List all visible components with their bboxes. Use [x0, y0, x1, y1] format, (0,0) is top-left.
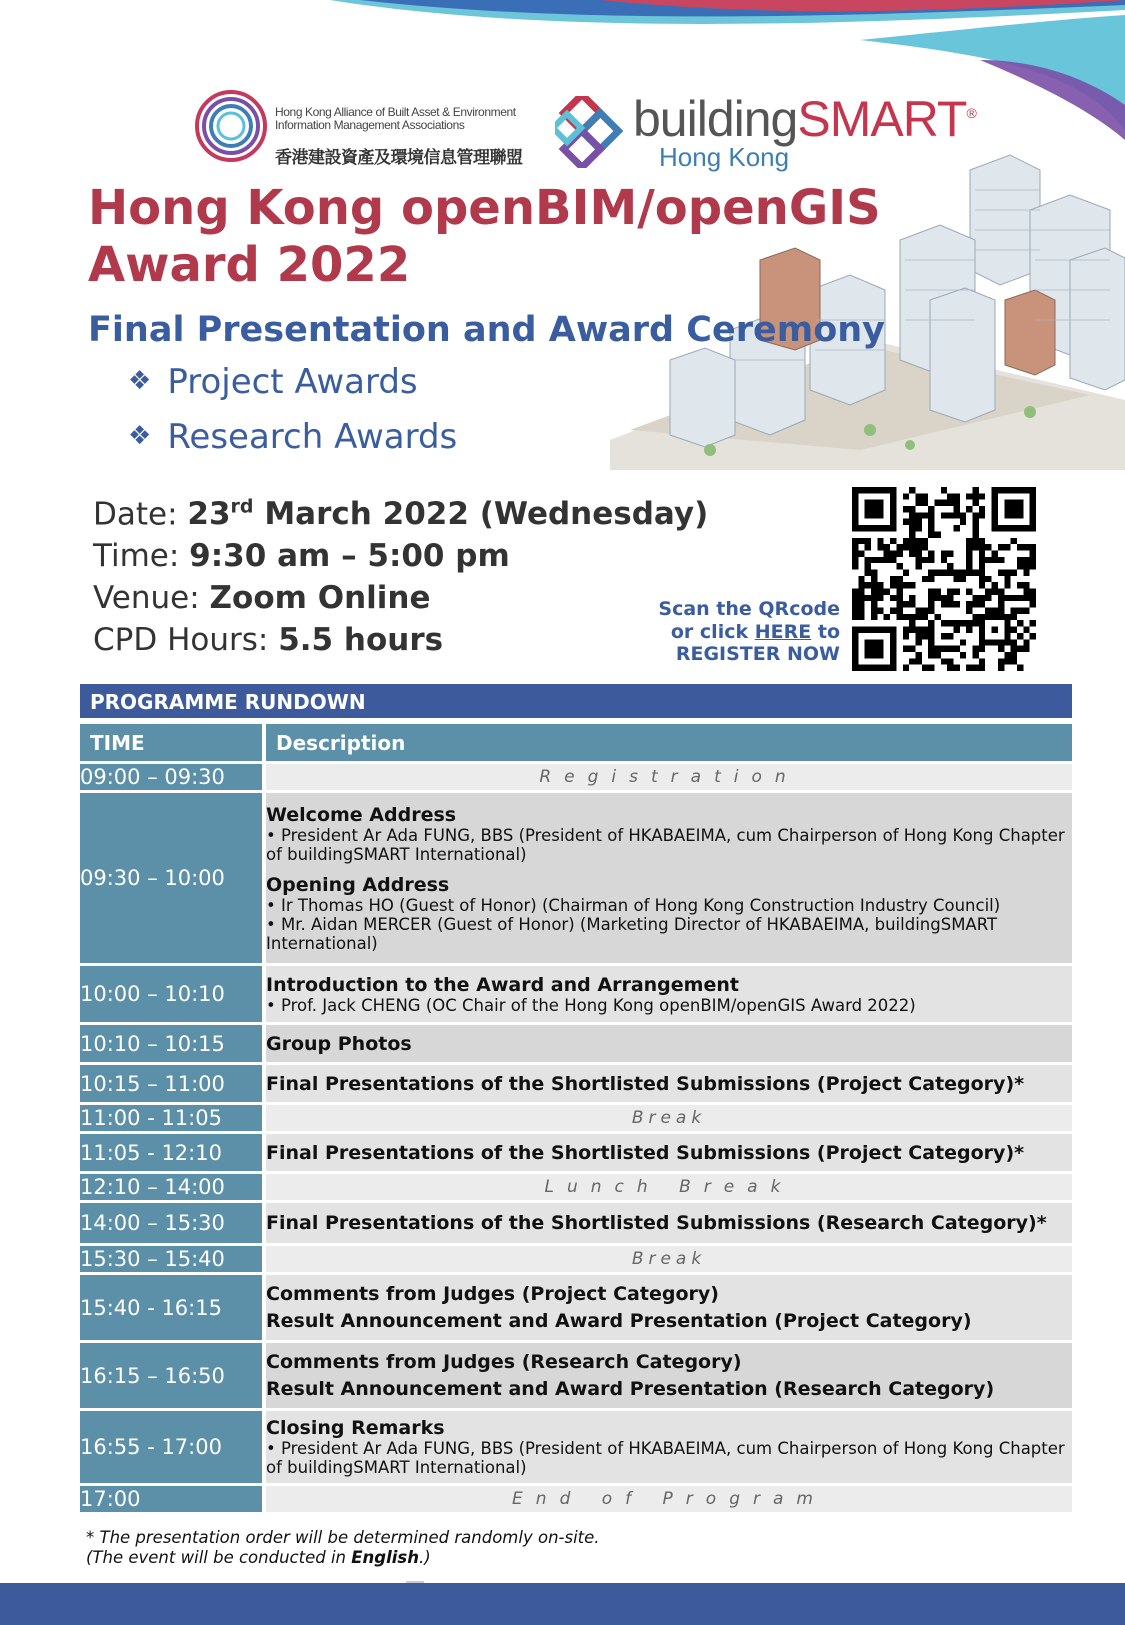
- footnote-language: [86, 1548, 600, 1568]
- hkabaeima-ring-icon: [193, 88, 269, 164]
- row-description: [266, 1065, 1072, 1105]
- row-description: [266, 1203, 1072, 1246]
- hkabaeima-chinese-name: 香港建設資產及環境信息管理聯盟: [275, 148, 523, 168]
- row-description: [266, 1134, 1072, 1174]
- row-time: 14:00 – 15:30: [80, 1203, 266, 1246]
- date-suffix: rd: [230, 496, 254, 518]
- event-venue: [93, 580, 430, 616]
- programme-rundown-table: [80, 724, 1072, 1515]
- registered-mark: ®: [966, 105, 976, 121]
- register-line2-post: to: [817, 620, 840, 643]
- row-time: 09:30 – 10:00: [80, 793, 266, 966]
- row-description: Lunch Break: [266, 1174, 1072, 1203]
- register-line1: Scan the QRcode: [658, 598, 840, 620]
- table-row: [80, 793, 1072, 966]
- event-date: [93, 496, 708, 532]
- table-row: [80, 1203, 1072, 1246]
- footnotes: [86, 1528, 600, 1568]
- row-heading: Group Photos: [266, 1032, 412, 1055]
- table-row: [80, 1343, 1072, 1411]
- row-time: 11:00 - 11:05: [80, 1105, 266, 1134]
- row-time: 15:40 - 16:15: [80, 1275, 266, 1343]
- time-value: 9:30 am – 5:00 pm: [189, 538, 510, 574]
- footer-bar: [0, 1583, 1125, 1625]
- row-heading: Opening Address: [266, 873, 450, 896]
- row-description: [266, 966, 1072, 1025]
- table-header-row: [80, 724, 1072, 764]
- hkabaeima-logo: [193, 88, 533, 168]
- event-title: [88, 180, 988, 294]
- buildingsmart-region: Hong Kong: [659, 142, 790, 172]
- wordmark-smart: SMART: [797, 91, 967, 147]
- row-heading: Final Presentations of the Shortlisted Submissions (Project Category)*: [266, 1072, 1025, 1095]
- register-line3: REGISTER NOW: [675, 643, 840, 665]
- row-time: 10:10 – 10:15: [80, 1025, 266, 1065]
- row-description: [266, 1411, 1072, 1486]
- date-rest: March 2022 (Wednesday): [264, 496, 709, 533]
- row-description: [266, 1025, 1072, 1065]
- row-time: 10:00 – 10:10: [80, 966, 266, 1025]
- footnote-language-post: .): [418, 1548, 431, 1567]
- programme-rundown-heading: PROGRAMME RUNDOWN: [80, 684, 1072, 718]
- column-header-description: Description: [266, 724, 1072, 764]
- row-time: 11:05 - 12:10: [80, 1134, 266, 1174]
- event-cpd: [93, 622, 443, 658]
- row-description: Break: [266, 1105, 1072, 1134]
- event-title-line2: Award 2022: [88, 237, 411, 293]
- row-heading: Welcome Address: [266, 803, 457, 826]
- buildingsmart-wordmark: [633, 90, 976, 148]
- date-label: Date:: [93, 496, 178, 533]
- row-description: Break: [266, 1246, 1072, 1275]
- row-time: 12:10 – 14:00: [80, 1174, 266, 1203]
- footnote-language-bold: English: [351, 1548, 419, 1567]
- row-description: Registration: [266, 764, 1072, 793]
- row-detail: • Ir Thomas HO (Guest of Honor) (Chairman of Hong Kong Construction Industry Council): [266, 895, 1001, 915]
- table-row: [80, 1174, 1072, 1203]
- row-description: [266, 793, 1072, 966]
- row-detail: • President Ar Ada FUNG, BBS (President of HKABAEIMA, cum Chairperson of Hong Kong Chapter of buildingSMART International): [266, 1439, 1065, 1477]
- row-time: 10:15 – 11:00: [80, 1065, 266, 1105]
- award-bullet-research: [128, 417, 457, 457]
- date-day: 23: [187, 496, 231, 533]
- row-description: [266, 1343, 1072, 1411]
- row-time: 16:55 - 17:00: [80, 1411, 266, 1486]
- table-row: [80, 966, 1072, 1025]
- row-heading: Comments from Judges (Project Category): [266, 1282, 719, 1305]
- time-label: Time:: [93, 538, 180, 574]
- diamond-bullet-icon: ❖: [128, 366, 152, 396]
- register-line2-pre: or click: [670, 620, 749, 643]
- diamond-bullet-icon: ❖: [128, 421, 152, 451]
- table-row: [80, 1275, 1072, 1343]
- cpd-value: 5.5 hours: [278, 622, 444, 658]
- row-time: 17:00: [80, 1486, 266, 1515]
- row-heading: Result Announcement and Award Presentation (Research Category): [266, 1377, 995, 1400]
- row-time: 09:00 – 09:30: [80, 764, 266, 793]
- table-row: [80, 1411, 1072, 1486]
- row-description: [266, 1275, 1072, 1343]
- row-time: 16:15 – 16:50: [80, 1343, 266, 1411]
- venue-value: Zoom Online: [209, 580, 431, 616]
- row-description: End of Program: [266, 1486, 1072, 1515]
- row-heading: Closing Remarks: [266, 1417, 445, 1439]
- footnote-language-pre: (The event will be conducted in: [86, 1548, 346, 1567]
- table-row: [80, 1105, 1072, 1134]
- row-heading: Comments from Judges (Research Category): [266, 1350, 742, 1373]
- event-subtitle: Final Presentation and Award Ceremony: [88, 310, 885, 350]
- row-detail: • President Ar Ada FUNG, BBS (President of HKABAEIMA, cum Chairperson of Hong Kong Chapter of buildingSMART International): [266, 825, 1065, 864]
- table-row: [80, 1134, 1072, 1174]
- table-row: [80, 1486, 1072, 1515]
- footnote-order: * The presentation order will be determined randomly on-site.: [86, 1528, 600, 1547]
- award-bullet-project: [128, 362, 418, 402]
- row-detail: • Mr. Aidan MERCER (Guest of Honor) (Marketing Director of HKABAEIMA, buildingSMART International): [266, 914, 998, 953]
- row-heading: Result Announcement and Award Presentation (Project Category): [266, 1309, 972, 1332]
- cpd-label: CPD Hours:: [93, 622, 269, 658]
- buildingsmart-mark-icon: [555, 96, 627, 168]
- row-heading: Final Presentations of the Shortlisted Submissions (Research Category)*: [266, 1212, 1047, 1234]
- table-row: [80, 764, 1072, 793]
- register-here-link[interactable]: HERE: [754, 620, 812, 643]
- row-detail: • Prof. Jack CHENG (OC Chair of the Hong Kong openBIM/openGIS Award 2022): [266, 995, 916, 1015]
- registration-qr-code[interactable]: [852, 487, 1036, 671]
- register-callout: [600, 598, 840, 666]
- row-heading: Introduction to the Award and Arrangement: [266, 973, 739, 996]
- table-row: [80, 1246, 1072, 1275]
- row-heading: Final Presentations of the Shortlisted Submissions (Project Category)*: [266, 1141, 1025, 1164]
- table-row: [80, 1025, 1072, 1065]
- award-bullet-label: Research Awards: [167, 417, 458, 457]
- table-row: [80, 1065, 1072, 1105]
- award-bullet-label: Project Awards: [167, 362, 418, 402]
- venue-label: Venue:: [93, 580, 200, 616]
- event-title-line1: Hong Kong openBIM/openGIS: [88, 180, 881, 236]
- wordmark-building: building: [633, 91, 798, 147]
- buildingsmart-logo: [555, 91, 976, 172]
- hkabaeima-name-line1: Hong Kong Alliance of Built Asset & Environment: [275, 105, 516, 119]
- row-time: 15:30 – 15:40: [80, 1246, 266, 1275]
- event-time: [93, 538, 510, 574]
- hkabaeima-name-line2: Information Management Associations: [275, 118, 465, 132]
- column-header-time: TIME: [80, 724, 266, 764]
